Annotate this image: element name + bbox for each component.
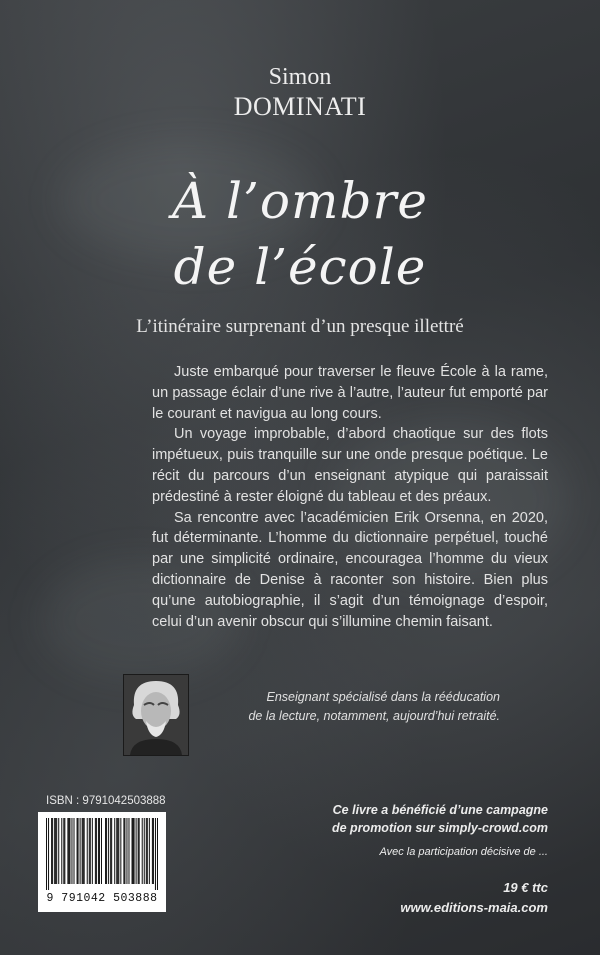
- barcode-icon: [46, 818, 158, 890]
- author-bio-line: Enseignant spécialisé dans la rééducation: [266, 690, 500, 704]
- participation-note: Avec la participation décisive de ...: [379, 846, 548, 858]
- isbn-label: ISBN : 9791042503888: [46, 795, 166, 807]
- promo-line: de promotion sur simply-crowd.com: [332, 821, 548, 835]
- author-photo: [123, 674, 189, 756]
- blurb-paragraph: Juste embarqué pour traverser le fleuve École à la rame, un passage éclair d’une rive à l’autre, l’auteur fut emporté par le courant et navigua au long cours.: [152, 364, 548, 422]
- author-portrait-icon: [124, 675, 188, 755]
- author-bio-line: de la lecture, notamment, aujourd’hui retraité.: [248, 709, 500, 723]
- book-subtitle: L’itinéraire surprenant d’un presque illettré: [136, 316, 464, 337]
- barcode: [38, 812, 166, 912]
- blurb-paragraph: Sa rencontre avec l’académicien Erik Orsenna, en 2020, fut déterminante. L’homme du dictionnaire perpétuel, touché par une simplicité ordinaire, encouragea l’homme du vieux dictionnaire de Denise à raconter son histoire. Bien plus qu’une autobiographie, il s’agit d’un témoignage d’espoir, celui d’un avenir obscur qui s’illumine chemin faisant.: [152, 509, 548, 630]
- book-title-line-1: À l’ombre: [172, 172, 428, 230]
- author-bio: [210, 688, 500, 726]
- price: 19 € ttc: [503, 880, 548, 895]
- barcode-digits: 9 791042 503888: [46, 892, 158, 905]
- promo-line: Ce livre a bénéficié d’une campagne: [332, 803, 548, 817]
- publisher-website: www.editions-maia.com: [400, 900, 548, 915]
- author-last-name: DOMINATI: [233, 92, 367, 121]
- blurb-paragraph: Un voyage improbable, d’abord chaotique sur des flots impétueux, puis tranquille sur une onde presque poétique. Le récit du parcours d’un enseignant atypique qui paraissait prédestiné à rester éloigné du tableau et des préaux.: [152, 426, 548, 505]
- author-first-name: Simon: [268, 64, 332, 90]
- blurb: [152, 362, 548, 632]
- book-title-line-2: de l’école: [173, 238, 427, 296]
